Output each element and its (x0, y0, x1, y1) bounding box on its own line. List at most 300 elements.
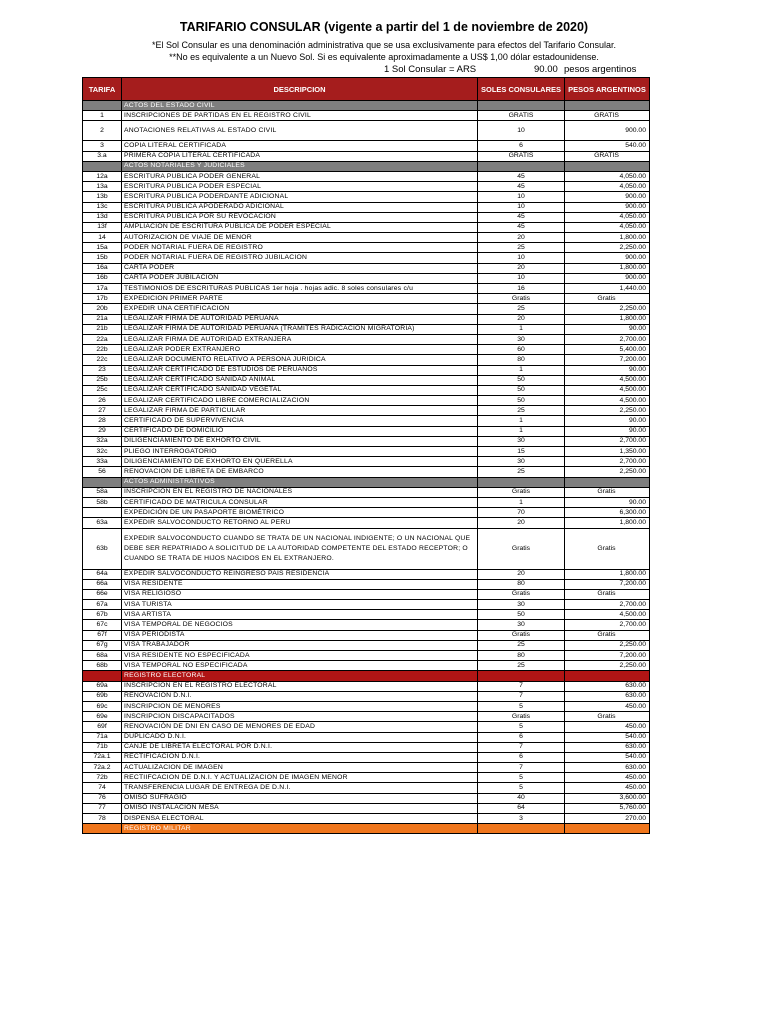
pesos-cell: 1,800.00 (565, 233, 650, 243)
table-row (83, 620, 650, 630)
description-cell: INSCRIPCION DISCAPACITADOS (122, 712, 478, 722)
tariff-code-cell: 32a (83, 436, 122, 446)
tariff-code-cell: 16a (83, 263, 122, 273)
tariff-code-cell: 74 (83, 783, 122, 793)
table-row (83, 651, 650, 661)
table-row (83, 141, 650, 151)
note-equivalence: **No es equivalente a un Nuevo Sol. Si es equivalente aproximadamente a US$ 1,00 dólar estadounidense. (169, 52, 599, 62)
description-cell: DILIGENCIAMIENTO DE EXHORTO EN QUERELLA (122, 457, 478, 467)
description-cell: VISA TEMPORAL DE NEGOCIOS (122, 620, 478, 630)
tariff-code-cell: 13a (83, 182, 122, 192)
description-cell: VISA RESIDENTE NO ESPECIFICADA (122, 651, 478, 661)
pesos-cell: 2,700.00 (565, 620, 650, 630)
soles-cell: 10 (478, 192, 565, 202)
soles-cell: 15 (478, 447, 565, 457)
document-title: TARIFARIO CONSULAR (vigente a partir del 1 de noviembre de 2020) (179, 20, 589, 34)
description-cell: ANOTACIONES RELATIVAS AL ESTADO CIVIL (122, 121, 478, 141)
pesos-cell: 450.00 (565, 773, 650, 783)
soles-cell: 6 (478, 141, 565, 151)
note-sol-consular: *El Sol Consular es una denominación administrativa que se usa exclusivamente para efectos del Tarifario Consular. (151, 40, 617, 50)
pesos-cell: 2,700.00 (565, 457, 650, 467)
pesos-cell: 7,200.00 (565, 579, 650, 589)
tariff-code-cell: 66a (83, 579, 122, 589)
pesos-cell: 5,400.00 (565, 345, 650, 355)
pesos-cell: Gratis (565, 712, 650, 722)
rate-unit: pesos argentinos (564, 64, 637, 75)
tariff-code-cell: 58b (83, 497, 122, 507)
description-cell: CANJE DE LIBRETA ELECTORAL POR D.N.I. (122, 742, 478, 752)
pesos-cell: 2,250.00 (565, 640, 650, 650)
pesos-cell: 90.00 (565, 416, 650, 426)
table-row (83, 111, 650, 121)
tariff-code-cell: 71b (83, 742, 122, 752)
table-header-row (83, 78, 650, 101)
table-row (83, 284, 650, 294)
soles-cell: 5 (478, 722, 565, 732)
description-cell: TESTIMONIOS DE ESCRITURAS PUBLICAS 1er hoja . hojas adic. 8 soles consulares c/u (122, 284, 478, 294)
soles-cell: 6 (478, 732, 565, 742)
description-cell: VISA ARTISTA (122, 610, 478, 620)
description-cell: VISA TEMPORAL NO ESPECIFICADA (122, 661, 478, 671)
tariff-code-cell: 25b (83, 375, 122, 385)
description-cell: OMISO SUFRAGIO (122, 793, 478, 803)
soles-cell: 1 (478, 416, 565, 426)
section-label: REGISTRO MILITAR (122, 824, 478, 834)
description-cell: VISA TURISTA (122, 600, 478, 610)
tariff-code-cell: 66e (83, 589, 122, 599)
pesos-cell: 2,250.00 (565, 304, 650, 314)
soles-cell: 25 (478, 304, 565, 314)
soles-cell: 30 (478, 620, 565, 630)
tariff-code-cell: 13d (83, 212, 122, 222)
tariff-code-cell: 29 (83, 426, 122, 436)
soles-cell: 1 (478, 426, 565, 436)
soles-cell: 5 (478, 701, 565, 711)
table-row (83, 263, 650, 273)
tariff-code-cell: 3.a (83, 151, 122, 161)
tariff-code-cell: 69a (83, 681, 122, 691)
description-cell: DUPLICADO D.N.I. (122, 732, 478, 742)
description-cell: LEGALIZAR FIRMA DE AUTORIDAD PERUANA (TRAMITES RADICACION MIGRATORIA) (122, 324, 478, 334)
tariff-code-cell: 77 (83, 803, 122, 813)
section-pesos-cell (565, 671, 650, 681)
pesos-cell: 3,600.00 (565, 793, 650, 803)
pesos-cell: 630.00 (565, 691, 650, 701)
pesos-cell: 450.00 (565, 701, 650, 711)
table-row (83, 742, 650, 752)
soles-cell: 50 (478, 396, 565, 406)
table-row (83, 732, 650, 742)
tariff-code-cell: 58a (83, 487, 122, 497)
section-code-cell (83, 101, 122, 111)
section-row (83, 101, 650, 111)
pesos-cell: 900.00 (565, 253, 650, 263)
table-row (83, 314, 650, 324)
tariff-code-cell: 22c (83, 355, 122, 365)
table-row (83, 355, 650, 365)
description-cell: EXPEDIR SALVOCONDUCTO RETORNO AL PERU (122, 518, 478, 528)
soles-cell: Gratis (478, 487, 565, 497)
table-row (83, 752, 650, 762)
description-cell: LEGALIZAR FIRMA DE PARTICULAR (122, 406, 478, 416)
description-cell: ESCRITURA PUBLICA PODERDANTE ADICIONAL (122, 192, 478, 202)
section-pesos-cell (565, 824, 650, 834)
tariff-code-cell: 22b (83, 345, 122, 355)
description-cell: INSCRIPCION EN EL REGISTRO ELECTORAL (122, 681, 478, 691)
description-cell: LEGALIZAR PODER EXTRANJERO (122, 345, 478, 355)
section-code-cell (83, 477, 122, 487)
section-soles-cell (478, 477, 565, 487)
table-row (83, 365, 650, 375)
description-cell: LEGALIZAR CERTIFICADO SANIDAD VEGETAL (122, 385, 478, 395)
tariff-code-cell: 72a.2 (83, 763, 122, 773)
pesos-cell: 7,200.00 (565, 355, 650, 365)
pesos-cell: 7,200.00 (565, 651, 650, 661)
table-row (83, 222, 650, 232)
table-row (83, 518, 650, 528)
pesos-cell: 900.00 (565, 121, 650, 141)
pesos-cell: 4,500.00 (565, 610, 650, 620)
description-cell: EXPEDIR SALVOCONDUCTO CUANDO SE TRATA DE UN NACIONAL INDIGENTE; O UN NACIONAL QUE DEBE SER REPATRIADO A SOLICITUD DE LA AUTORIDAD COMPETENTE DEL ESTADO RECEPTOR; O CUANDO SE TRATA DE HIJOS NACIDOS EN EL EXTRANJERO. (122, 528, 478, 569)
pesos-cell: 270.00 (565, 814, 650, 824)
tariff-code-cell: 67c (83, 620, 122, 630)
tariff-code-cell: 78 (83, 814, 122, 824)
soles-cell: 50 (478, 375, 565, 385)
pesos-cell: 1,800.00 (565, 518, 650, 528)
soles-cell: 64 (478, 803, 565, 813)
tariff-code-cell: 26 (83, 396, 122, 406)
soles-cell: 7 (478, 763, 565, 773)
description-cell: DILIGENCIAMIENTO DE EXHORTO CIVIL (122, 436, 478, 446)
pesos-cell: 1,350.00 (565, 447, 650, 457)
tariff-code-cell: 72b (83, 773, 122, 783)
description-cell: LEGALIZAR CERTIFICADO SANIDAD ANIMAL (122, 375, 478, 385)
tariff-code-cell: 1 (83, 111, 122, 121)
description-cell: EXPEDICION PRIMER PARTE (122, 294, 478, 304)
soles-cell: 50 (478, 610, 565, 620)
soles-cell: 10 (478, 273, 565, 283)
table-row (83, 793, 650, 803)
pesos-cell: 4,050.00 (565, 182, 650, 192)
table-row (83, 600, 650, 610)
soles-cell: 20 (478, 314, 565, 324)
description-cell: LEGALIZAR CERTIFICADO DE ESTUDIOS DE PERUANOS (122, 365, 478, 375)
soles-cell: 30 (478, 457, 565, 467)
soles-cell: 20 (478, 263, 565, 273)
description-cell: RENOVACION D.N.I. (122, 691, 478, 701)
soles-cell: 45 (478, 171, 565, 181)
table-row (83, 579, 650, 589)
pesos-cell: 90.00 (565, 497, 650, 507)
tariff-code-cell: 64a (83, 569, 122, 579)
pesos-cell: Gratis (565, 294, 650, 304)
soles-cell: 1 (478, 497, 565, 507)
tariff-code-cell: 28 (83, 416, 122, 426)
pesos-cell: 1,800.00 (565, 314, 650, 324)
soles-cell: 5 (478, 783, 565, 793)
table-row (83, 192, 650, 202)
tariff-code-cell: 23 (83, 365, 122, 375)
soles-cell: 25 (478, 661, 565, 671)
tariff-code-cell: 33a (83, 457, 122, 467)
column-header-tarifa: TARIFA (83, 78, 122, 101)
tariff-code-cell: 76 (83, 793, 122, 803)
soles-cell: 70 (478, 508, 565, 518)
section-row (83, 824, 650, 834)
soles-cell: Gratis (478, 589, 565, 599)
tariff-code-cell: 22a (83, 334, 122, 344)
description-cell: COPIA LITERAL CERTIFICADA (122, 141, 478, 151)
pesos-cell: 4,500.00 (565, 385, 650, 395)
soles-cell: 60 (478, 345, 565, 355)
section-code-cell (83, 671, 122, 681)
soles-cell: 1 (478, 365, 565, 375)
pesos-cell: 4,050.00 (565, 222, 650, 232)
tariff-code-cell: 15a (83, 243, 122, 253)
description-cell: DISPENSA ELECTORAL (122, 814, 478, 824)
table-row (83, 814, 650, 824)
pesos-cell: 1,440.00 (565, 284, 650, 294)
table-row (83, 681, 650, 691)
tariff-code-cell: 16b (83, 273, 122, 283)
section-row (83, 477, 650, 487)
description-cell: OMISO INSTALACION MESA (122, 803, 478, 813)
soles-cell: 3 (478, 814, 565, 824)
description-cell: LEGALIZAR FIRMA DE AUTORIDAD EXTRANJERA (122, 334, 478, 344)
table-row (83, 487, 650, 497)
soles-cell: 80 (478, 355, 565, 365)
table-row (83, 304, 650, 314)
pesos-cell: 2,700.00 (565, 334, 650, 344)
description-cell: PODER NOTARIAL FUERA DE REGISTRO JUBILACION (122, 253, 478, 263)
soles-cell: Gratis (478, 294, 565, 304)
tariff-code-cell: 21b (83, 324, 122, 334)
column-header-pesos: PESOS ARGENTINOS (565, 78, 650, 101)
tariff-code-cell: 21a (83, 314, 122, 324)
pesos-cell: 4,500.00 (565, 396, 650, 406)
tariff-code-cell: 3 (83, 141, 122, 151)
description-cell: ESCRITURA PUBLICA PODER GENERAL (122, 171, 478, 181)
column-header-descripcion: DESCRIPCION (122, 78, 478, 101)
table-row (83, 345, 650, 355)
table-row (83, 712, 650, 722)
table-row (83, 253, 650, 263)
table-row (83, 497, 650, 507)
section-soles-cell (478, 101, 565, 111)
table-body (83, 101, 650, 834)
description-cell: PLIEGO INTERROGATORIO (122, 447, 478, 457)
description-cell: EXPEDIR SALVOCONDUCTO REINGRESO PAIS RESIDENCIA (122, 569, 478, 579)
table-row (83, 763, 650, 773)
description-cell: VISA TRABAJADOR (122, 640, 478, 650)
description-cell: EXPEDICIÓN DE UN PASAPORTE BIOMÉTRICO (122, 508, 478, 518)
tariff-code-cell: 17b (83, 294, 122, 304)
table-row (83, 406, 650, 416)
column-header-soles: SOLES CONSULARES (478, 78, 565, 101)
table-row (83, 121, 650, 141)
soles-cell: 10 (478, 121, 565, 141)
tariff-table (82, 77, 650, 834)
pesos-cell: 540.00 (565, 752, 650, 762)
table-row (83, 182, 650, 192)
table-row (83, 610, 650, 620)
pesos-cell: 4,500.00 (565, 375, 650, 385)
table-row (83, 508, 650, 518)
table-row (83, 447, 650, 457)
description-cell: PRIMERA COPIA LITERAL CERTIFICADA (122, 151, 478, 161)
tariff-code-cell: 68b (83, 661, 122, 671)
section-soles-cell (478, 671, 565, 681)
table-row (83, 569, 650, 579)
soles-cell: 40 (478, 793, 565, 803)
table-row (83, 436, 650, 446)
pesos-cell: GRATIS (565, 111, 650, 121)
rate-value: 90.00 (534, 64, 558, 75)
tariff-code-cell: 69f (83, 722, 122, 732)
pesos-cell: Gratis (565, 630, 650, 640)
tariff-code-cell: 13f (83, 222, 122, 232)
table-row (83, 722, 650, 732)
table-row (83, 171, 650, 181)
pesos-cell: 900.00 (565, 273, 650, 283)
description-cell: INSCRIPCION DE MENORES (122, 701, 478, 711)
tariff-code-cell: 69c (83, 701, 122, 711)
soles-cell: Gratis (478, 630, 565, 640)
section-row (83, 161, 650, 171)
description-cell: CERTIFICADO DE SUPERVIVENCIA (122, 416, 478, 426)
tariff-code-cell: 13b (83, 192, 122, 202)
section-soles-cell (478, 161, 565, 171)
soles-cell: 45 (478, 182, 565, 192)
tariff-code-cell: 12a (83, 171, 122, 181)
pesos-cell: 2,700.00 (565, 436, 650, 446)
description-cell: TRANSFERENCIA LUGAR DE ENTREGA DE D.N.I. (122, 783, 478, 793)
table-row (83, 202, 650, 212)
description-cell: CERTIFICADO DE DOMICILIO (122, 426, 478, 436)
description-cell: AMPLIACION DE ESCRITURA PUBLICA DE PODER ESPECIAL (122, 222, 478, 232)
description-cell: ESCRITURA PUBLICA POR SU REVOCACION (122, 212, 478, 222)
soles-cell: Gratis (478, 528, 565, 569)
description-cell: CERTIFICADO DE MATRICULA CONSULAR (122, 497, 478, 507)
pesos-cell: 4,050.00 (565, 212, 650, 222)
table-row (83, 273, 650, 283)
description-cell: RECTIFICACION D.N.I. (122, 752, 478, 762)
table-row (83, 457, 650, 467)
soles-cell: 7 (478, 742, 565, 752)
section-pesos-cell (565, 101, 650, 111)
description-cell: INSCRIPCIÓN EN EL REGISTRO DE NACIONALES (122, 487, 478, 497)
tariff-code-cell: 63a (83, 518, 122, 528)
table-row (83, 233, 650, 243)
pesos-cell: Gratis (565, 528, 650, 569)
soles-cell: 25 (478, 640, 565, 650)
pesos-cell: Gratis (565, 589, 650, 599)
soles-cell: 7 (478, 681, 565, 691)
table-row (83, 151, 650, 161)
pesos-cell: 540.00 (565, 141, 650, 151)
table-row (83, 426, 650, 436)
tariff-code-cell: 32c (83, 447, 122, 457)
soles-cell: 30 (478, 334, 565, 344)
pesos-cell: 450.00 (565, 722, 650, 732)
pesos-cell: 2,250.00 (565, 406, 650, 416)
tariff-code-cell (83, 508, 122, 518)
soles-cell: 10 (478, 253, 565, 263)
pesos-cell: 540.00 (565, 732, 650, 742)
description-cell: ACTUALIZACION DE IMAGEN (122, 763, 478, 773)
section-label: ACTOS DEL ESTADO CIVIL (122, 101, 478, 111)
table-row (83, 334, 650, 344)
soles-cell: 80 (478, 651, 565, 661)
table-row (83, 294, 650, 304)
soles-cell: 16 (478, 284, 565, 294)
tariff-code-cell: 25c (83, 385, 122, 395)
pesos-cell: GRATIS (565, 151, 650, 161)
pesos-cell: 6,300.00 (565, 508, 650, 518)
soles-cell: 45 (478, 212, 565, 222)
section-code-cell (83, 824, 122, 834)
soles-cell: 30 (478, 436, 565, 446)
table-row (83, 691, 650, 701)
section-code-cell (83, 161, 122, 171)
soles-cell: 25 (478, 467, 565, 477)
table-row (83, 528, 650, 569)
soles-cell: GRATIS (478, 151, 565, 161)
table-row (83, 467, 650, 477)
description-cell: LEGALIZAR DOCUMENTO RELATIVO A PERSONA JURIDICA (122, 355, 478, 365)
table-row (83, 375, 650, 385)
description-cell: EXPEDIR UNA CERTIFICACION (122, 304, 478, 314)
section-soles-cell (478, 824, 565, 834)
pesos-cell: 4,050.00 (565, 171, 650, 181)
description-cell: VISA RELIGIOSO (122, 589, 478, 599)
tariff-code-cell: 67g (83, 640, 122, 650)
soles-cell: 10 (478, 202, 565, 212)
soles-cell: 5 (478, 773, 565, 783)
soles-cell: 20 (478, 518, 565, 528)
description-cell: LEGALIZAR CERTIFICADO LIBRE COMERCIALIZACION (122, 396, 478, 406)
soles-cell: 20 (478, 569, 565, 579)
tariff-code-cell: 63b (83, 528, 122, 569)
table-row (83, 701, 650, 711)
tariff-code-cell: 71a (83, 732, 122, 742)
section-row (83, 671, 650, 681)
tariff-code-cell: 15b (83, 253, 122, 263)
description-cell: LEGALIZAR FIRMA DE AUTORIDAD PERUANA (122, 314, 478, 324)
table-row (83, 661, 650, 671)
table-row (83, 243, 650, 253)
soles-cell: 20 (478, 233, 565, 243)
soles-cell: 45 (478, 222, 565, 232)
section-pesos-cell (565, 161, 650, 171)
pesos-cell: Gratis (565, 487, 650, 497)
table-row (83, 783, 650, 793)
soles-cell: 80 (478, 579, 565, 589)
table-row (83, 773, 650, 783)
pesos-cell: 1,800.00 (565, 569, 650, 579)
table-row (83, 324, 650, 334)
table-row (83, 630, 650, 640)
rate-label: 1 Sol Consular = ARS (384, 64, 477, 75)
tariff-code-cell: 68a (83, 651, 122, 661)
description-cell: RECTIIFCACION DE D.N.I. Y ACTUALIZACION DE IMAGEN MENOR (122, 773, 478, 783)
pesos-cell: 630.00 (565, 681, 650, 691)
description-cell: CARTA PODER (122, 263, 478, 273)
pesos-cell: 900.00 (565, 192, 650, 202)
pesos-cell: 630.00 (565, 742, 650, 752)
table-row (83, 640, 650, 650)
description-cell: CARTA PODER JUBILACION (122, 273, 478, 283)
